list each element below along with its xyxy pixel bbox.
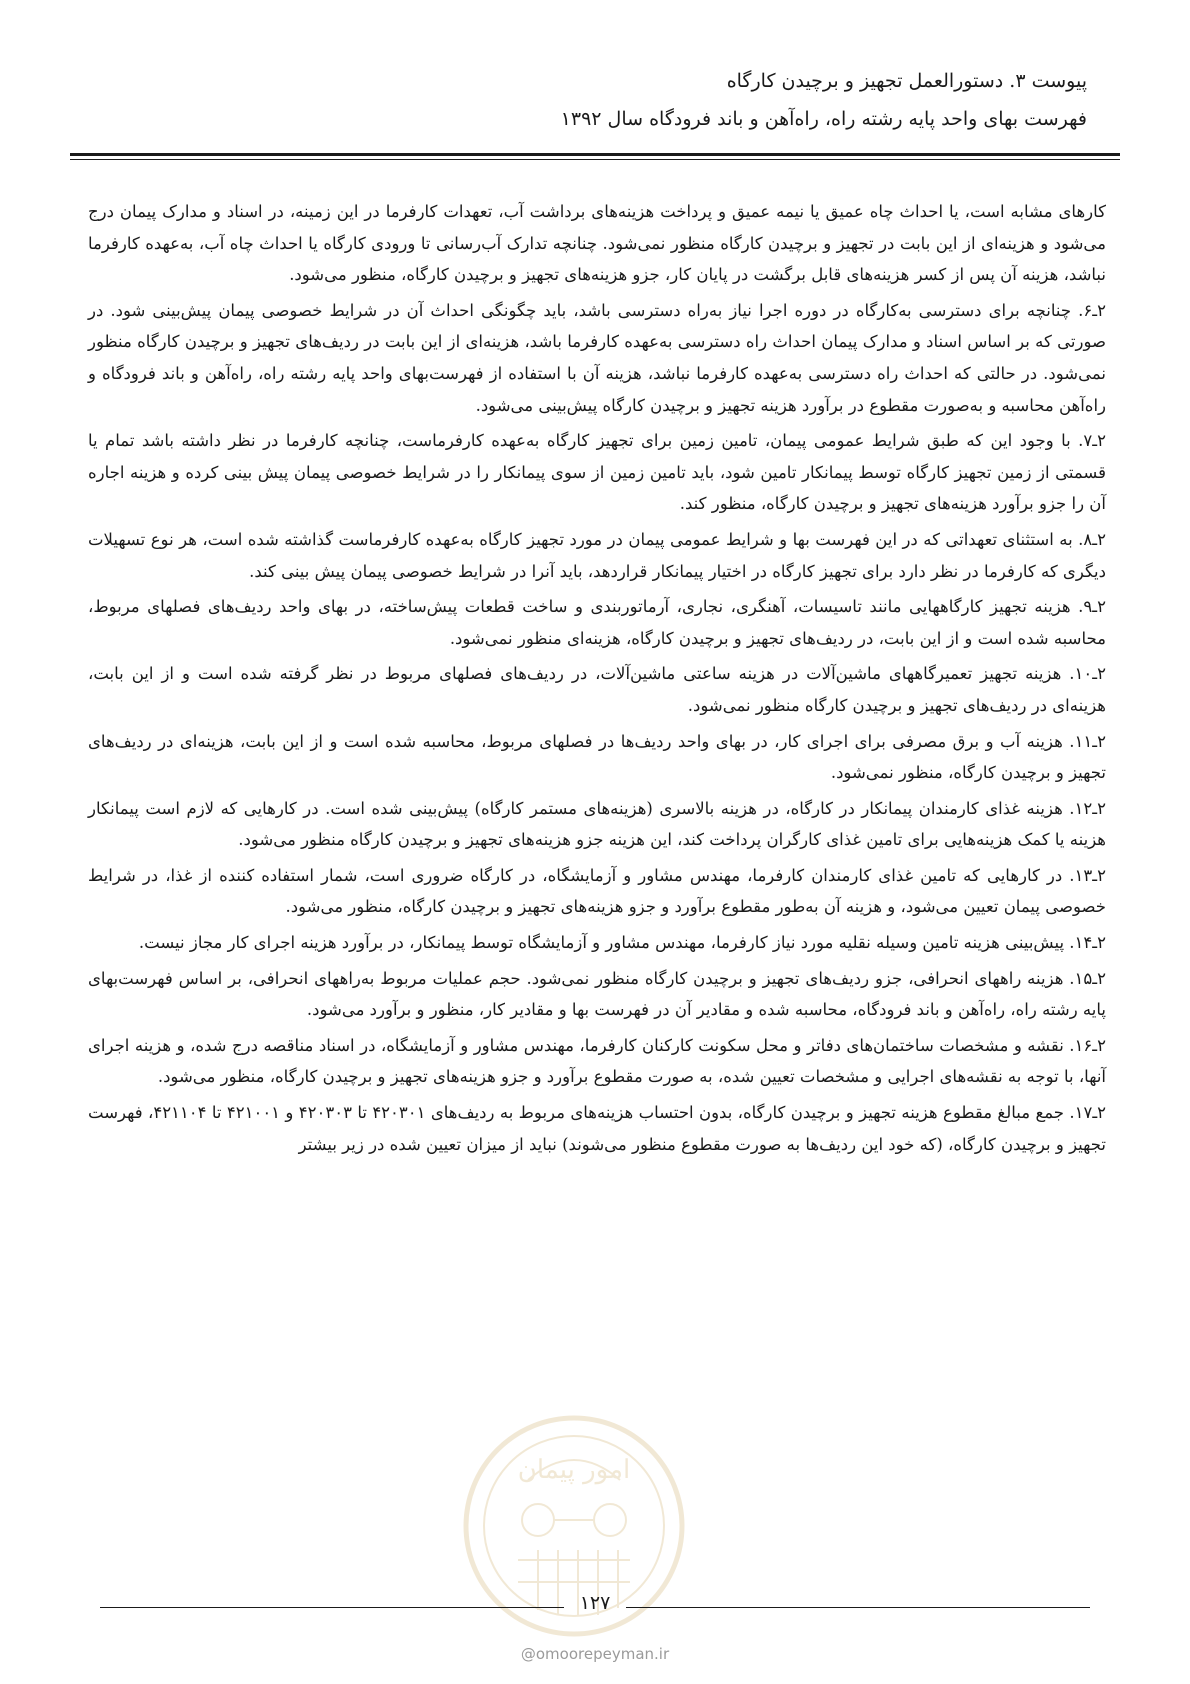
- header-rule-thick: [70, 153, 1120, 156]
- header-price-list-title: فهرست بهای واحد پایه رشته راه، راه‌آهن و باند فرودگاه سال ۱۳۹۲: [560, 108, 1087, 130]
- page-header: [107, 62, 1087, 138]
- footer-rule-right: [626, 1607, 1090, 1608]
- paragraph-2-16: ۲ـ۱۶. نقشه و مشخصات ساختمان‌های دفاتر و محل سکونت کارکنان کارفرما، مهندس مشاور و آزمایشگاه، در اسناد مناقصه درج شده، و هزینه اجرای آنها، با توجه به نقشه‌های اجرایی و مشخصات تعیین شده، به صورت مقطوع برآورد و جزو هزینه‌های تجهیز و برچیدن کارگاه، منظور می‌شود.: [88, 1035, 1106, 1087]
- page-number: ۱۲۷: [579, 1592, 611, 1614]
- paragraph-continuation: کارهای مشابه است، یا احداث چاه عمیق یا نیمه عمیق و پرداخت هزینه‌های برداشت آب، تعهدات کارفرما در این زمینه، در اسناد و مدارک پیمان درج می‌شود و هزینه‌ای از این بابت در تجهیز و برچیدن کارگاه منظور نمی‌شود. چنانچه تدارک آب‌رسانی تا ورودی کارگاه یا احداث چاه آب، به‌عهده کارفرما نباشد، هزینه آن پس از کسر هزینه‌های قابل برگشت در پایان کار، جزو هزینه‌های تجهیز و برچیدن کارگاه، منظور می‌شود.: [88, 202, 1106, 285]
- website-watermark: @omoorepeyman.ir: [520, 1645, 670, 1663]
- body-text: [88, 196, 1106, 1164]
- paragraph-2-14: ۲ـ۱۴. پیش‌بینی هزینه تامین وسیله نقلیه مورد نیاز کارفرما، مهندس مشاور و آزمایشگاه توسط پیمانکار، در برآورد هزینه اجرای کار مجاز نیست.: [138, 933, 1106, 953]
- footer-rule-left: [100, 1607, 564, 1608]
- paragraph-2-11: ۲ـ۱۱. هزینه آب و برق مصرفی برای اجرای کار، در بهای واحد ردیف‌ها در فصلهای مربوط، محاسبه شده است و از این بابت، هزینه‌ای در ردیف‌های تجهیز و برچیدن کارگاه، منظور نمی‌شود.: [88, 731, 1106, 783]
- paragraph-2-7: ۲ـ۷. با وجود این که طبق شرایط عمومی پیمان، تامین زمین برای تجهیز کارگاه به‌عهده کارفرماست، چنانچه کارفرما در نظر داشته باشد تمام یا قسمتی از زمین تجهیز کارگاه توسط پیمانکار تامین شود، باید تامین زمین از سوی پیمانکار را در شرایط خصوصی پیمان پیش بینی کرده و هزینه اجاره آن را جزو برآورد هزینه‌های تجهیز و برچیدن کارگاه، منظور کند.: [88, 431, 1106, 514]
- watermark-text: امور پیمان: [517, 1455, 631, 1485]
- header-rule-thin: [70, 159, 1120, 160]
- paragraph-2-10: ۲ـ۱۰. هزینه تجهیز تعمیرگاههای ماشین‌آلات در هزینه ساعتی ماشین‌آلات، در ردیف‌های فصلهای مربوط در نظر گرفته شده است و از این بابت، هزینه‌ای در ردیف‌های تجهیز و برچیدن کارگاه منظور نمی‌شود.: [88, 664, 1106, 715]
- header-appendix-title: پیوست ۳. دستورالعمل تجهیز و برچیدن کارگاه: [726, 70, 1087, 92]
- paragraph-2-12: ۲ـ۱۲. هزینه غذای کارمندان پیمانکار در کارگاه، در هزینه بالاسری (هزینه‌های مستمر کارگاه) پیش‌بینی شده است. در کارهایی که لازم است پیمانکار هزینه یا کمک هزینه‌هایی برای تامین غذای کارگران پرداخت کند، این هزینه جزو هزینه‌های تجهیز و برچیدن کارگاه منظور می‌شود.: [88, 798, 1106, 850]
- paragraph-2-8: ۲ـ۸. به استثنای تعهداتی که در این فهرست بها و شرایط عمومی پیمان در مورد تجهیز کارگاه به‌عهده کارفرماست گذاشته شده است، هر نوع تسهیلات دیگری که کارفرما در نظر دارد برای تجهیز کارگاه در اختیار پیمانکار قراردهد، باید آنرا در شرایط خصوصی پیمان پیش بینی کند.: [88, 529, 1106, 581]
- paragraph-2-17: ۲ـ۱۷. جمع مبالغ مقطوع هزینه تجهیز و برچیدن کارگاه، بدون احتساب هزینه‌های مربوط به ردیف‌های ۴۲۰۳۰۱ تا ۴۲۰۳۰۳ و ۴۲۱۰۰۱ تا ۴۲۱۱۰۴، فهرست تجهیز و برچیدن کارگاه، (که خود این ردیف‌ها به صورت مقطوع منظور می‌شوند) نباید از میزان تعیین شده در زیر بیشتر: [88, 1103, 1107, 1154]
- paragraph-2-15: ۲ـ۱۵. هزینه راههای انحرافی، جزو ردیف‌های تجهیز و برچیدن کارگاه منظور نمی‌شود. حجم عملیات مربوط به‌راههای انحرافی، بر اساس فهرست‌بهای پایه رشته راه، راه‌آهن و باند فرودگاه، محاسبه شده و مقادیر آن در فهرست بها و مقادیر کار، منظور و برآورد می‌شود.: [88, 968, 1106, 1020]
- paragraph-2-9: ۲ـ۹. هزینه تجهیز کارگاههایی مانند تاسیسات، آهنگری، نجاری، آرماتوربندی و ساخت قطعات پیش‌ساخته، در بهای واحد ردیف‌های فصلهای مربوط، محاسبه شده است و از این بابت، در ردیف‌های تجهیز و برچیدن کارگاه، هزینه‌ای منظور نمی‌شود.: [88, 597, 1106, 648]
- paragraph-2-13: ۲ـ۱۳. در کارهایی که تامین غذای کارمندان کارفرما، مهندس مشاور و آزمایشگاه، در کارگاه ضروری است، شمار استفاده کننده از غذا، در شرایط خصوصی پیمان تعیین می‌شود، و هزینه آن به‌طور مقطوع برآورد و جزو هزینه‌های تجهیز و برچیدن کارگاه، منظور می‌شود.: [88, 865, 1106, 917]
- paragraph-2-6: ۲ـ۶. چنانچه برای دسترسی به‌کارگاه در دوره اجرا نیاز به‌راه دسترسی باشد، باید چگونگی احداث آن در شرایط خصوصی پیمان پیش‌بینی شود. در صورتی که بر اساس اسناد و مدارک پیمان احداث راه دسترسی به‌عهده کارفرما باشد، هزینه‌ای از این بابت در ردیف‌های تجهیز و برچیدن کارگاه منظور نمی‌شود. در حالتی که احداث راه دسترسی به‌عهده کارفرما نباشد، هزینه آن با استفاده از فهرست‌بهای واحد پایه رشته راه، راه‌آهن و باند فرودگاه و راه‌آهن محاسبه و به‌صورت مقطوع در برآورد هزینه تجهیز و برچیدن کارگاه پیش‌بینی می‌شود.: [88, 300, 1106, 415]
